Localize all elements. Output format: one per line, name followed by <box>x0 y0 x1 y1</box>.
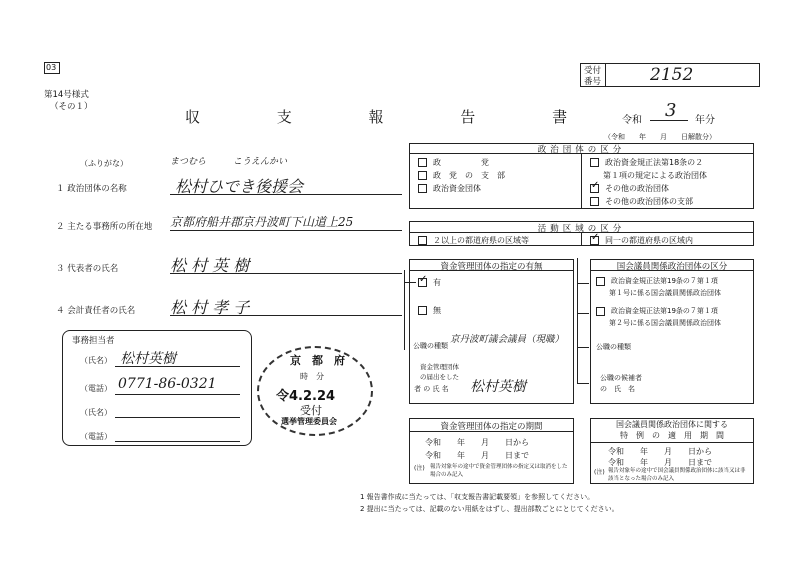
field-label-group-name: １ 政治団体の名称 <box>56 184 127 194</box>
activity-area-header: 活動区域の区分 <box>537 224 626 234</box>
page-title: 収 支 報 告 書 <box>185 108 604 126</box>
fund-designation-no[interactable]: 無 <box>418 305 441 316</box>
candidate-label-2: の 氏 名 <box>600 385 635 393</box>
special-period-to[interactable]: 令和 年 月 日まで <box>608 458 712 467</box>
field-value-representative[interactable]: 松 村 英 樹 <box>170 256 250 275</box>
footnote-2: 2 提出に当たっては、記載のない用紙をはずし、提出部数ごとにとじてください。 <box>360 505 619 513</box>
year-suffix: 年分 <box>695 115 715 126</box>
field-label-accountant: ４ 会計責任者の氏名 <box>56 306 136 316</box>
furigana-label: （ふりがな） <box>80 159 128 168</box>
designation-period-header: 資金管理団体の指定の期間 <box>440 422 543 432</box>
form-number: 03 <box>46 63 57 72</box>
receipt-number: 2152 <box>650 65 694 85</box>
fund-designation-yes[interactable]: ✓ 有 <box>419 274 441 287</box>
activity-area-single[interactable]: ✓ 同一の都道府県の区域内 <box>591 232 693 245</box>
public-kind-label: 公職の種類 <box>413 342 448 350</box>
rep-value[interactable]: 松村英樹 <box>470 379 526 395</box>
designation-period-note-mark: (注) <box>414 465 425 472</box>
fund-designation-header: 資金管理団体の指定の有無 <box>440 262 543 272</box>
dissolution-date-note: （令和 年 月 日解散分） <box>604 133 716 141</box>
form-sub: （その１） <box>50 102 93 112</box>
group-type-party-branch[interactable]: 政 党 の 支 部 <box>418 170 505 181</box>
contact-name-label: （氏名） <box>80 356 112 365</box>
contact-name-value[interactable]: 松村英樹 <box>120 351 176 367</box>
diet-member-opt1[interactable]: 政治資金規正法第19条の７第１項 <box>596 276 718 286</box>
stamp-top: 京 都 府 <box>290 354 345 367</box>
field-value-accountant[interactable]: 松 村 孝 子 <box>170 298 250 317</box>
field-label-office: ２ 主たる事務所の所在地 <box>56 222 153 232</box>
designation-period-to[interactable]: 令和 年 月 日まで <box>425 451 529 460</box>
rep-label-3: 者 の 氏 名 <box>414 385 449 393</box>
contact-phone-value[interactable]: 0771-86-0321 <box>118 376 217 392</box>
rep-label-2: の届出をした <box>420 373 459 381</box>
footnote-1: 1 報告書作成に当たっては、「収支報告書記載要領」を参照してください。 <box>360 493 595 501</box>
special-period-header-2: 特 例 の 適 用 期 間 <box>620 431 724 440</box>
contact-phone-label: （電話） <box>80 384 112 393</box>
public-kind-value[interactable]: 京丹波町議会議員（現職） <box>450 334 565 345</box>
contact-name2-label: （氏名） <box>80 408 112 417</box>
group-type-fund-org[interactable]: 政治資金団体 <box>418 183 481 194</box>
stamp-time: 時 分 <box>300 372 324 381</box>
group-type-art18-cont: 第１項の規定による政治団体 <box>603 171 707 180</box>
designation-period-from[interactable]: 令和 年 月 日から <box>425 438 529 447</box>
designation-period-note: 報告対象年の途中で資金管理団体の指定又は取消をした場合のみ記入 <box>430 464 568 478</box>
receipt-label-top: 受付 <box>584 66 602 76</box>
contact-header: 事務担当者 <box>72 336 115 346</box>
diet-kind-label: 公職の種類 <box>596 343 631 351</box>
diet-member-opt1-b: 第１号に係る国会議員関係政治団体 <box>609 289 721 297</box>
field-value-group-name[interactable]: 松村ひでき後援会 <box>175 177 304 196</box>
special-period-note: 報告対象年の途中で国会議員関係政治団体に該当又は非該当となった場合のみ記入 <box>608 468 746 482</box>
candidate-label-1: 公職の候補者 <box>600 374 642 382</box>
stamp-recv: 受付 <box>300 404 322 417</box>
diet-member-header: 国会議員関係政治団体の区分 <box>616 262 728 272</box>
form-style: 第14号様式 <box>44 90 89 100</box>
group-type-other[interactable]: ✓ その他の政治団体 <box>591 180 669 193</box>
group-type-header: 政治団体の区分 <box>537 145 626 155</box>
furigana-value: まつむら こうえんかい <box>170 157 288 167</box>
diet-member-opt2[interactable]: 政治資金規正法第19条の７第１項 <box>596 306 718 316</box>
field-value-office[interactable]: 京都府船井郡京丹波町下山道上25 <box>170 215 354 229</box>
group-type-party[interactable]: 政 党 <box>418 157 489 168</box>
diet-member-opt2-b: 第２号に係る国会議員関係政治団体 <box>609 319 721 327</box>
special-period-header-1: 国会議員関係政治団体に関する <box>616 420 728 429</box>
special-period-from[interactable]: 令和 年 月 日から <box>608 447 712 456</box>
special-period-note-mark: (注) <box>594 469 605 476</box>
check-icon: ✓ <box>591 180 600 191</box>
check-icon: ✓ <box>591 232 600 243</box>
group-type-art18[interactable]: 政治資金規正法第18条の２ <box>590 157 703 168</box>
stamp-bottom: 選挙管理委員会 <box>281 417 337 426</box>
stamp-date: 令4.2.24 <box>276 389 336 404</box>
year-value: 3 <box>665 100 677 121</box>
contact-phone2-label: （電話） <box>80 432 112 441</box>
year-era: 令和 <box>622 115 642 126</box>
group-type-other-branch[interactable]: その他の政治団体の支部 <box>590 196 693 207</box>
activity-area-multi[interactable]: ２以上の都道府県の区域等 <box>418 235 529 246</box>
receipt-label-bottom: 番号 <box>584 77 602 87</box>
rep-label-1: 資金管理団体 <box>420 363 459 371</box>
field-label-representative: ３ 代表者の氏名 <box>56 264 119 274</box>
check-icon: ✓ <box>419 274 428 285</box>
